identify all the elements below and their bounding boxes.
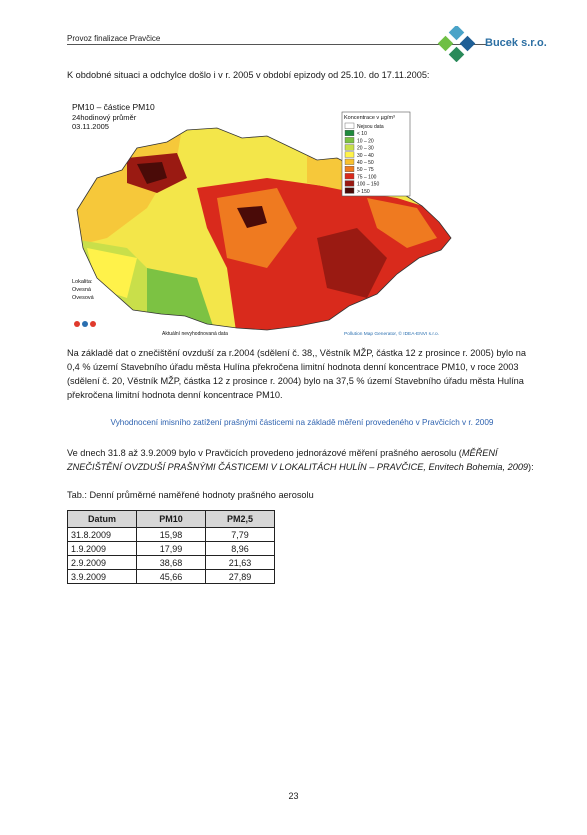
intro-paragraph: K obdobné situaci a odchylce došlo i v r. 2005 v období epizody od 25.10. do 17.11.2005: <box>67 70 430 80</box>
legend-swatch <box>345 188 354 194</box>
section-caption: Vyhodnocení imisního zatížení prašnými částicemi na základě měření provedeného v Pravčicích v r. 2009 <box>110 418 494 427</box>
aerosol-table <box>67 510 275 584</box>
table-row <box>68 528 275 542</box>
table-cell: 2.9.2009 <box>68 556 137 570</box>
lokalita-title: Lokalita: <box>72 279 93 285</box>
header-rule <box>67 44 487 45</box>
legend-swatch <box>345 159 354 165</box>
legend-label: 40 – 50 <box>357 160 374 166</box>
table-header-pm10: PM10 <box>137 511 206 528</box>
legend-swatch <box>345 152 354 158</box>
table-cell: 3.9.2009 <box>68 570 137 584</box>
body-paragraph-2 <box>67 446 537 474</box>
map-legend <box>342 112 410 196</box>
legend-label: < 10 <box>357 131 367 138</box>
legend-label: 30 – 40 <box>357 152 374 159</box>
table-cell: 27,89 <box>206 570 275 584</box>
company-logo-icon <box>437 26 477 62</box>
body2-text: Ve dnech 31.8 až 3.9.2009 bylo v Pravčicích provedeno jednorázové měření prašného aerosolu ( <box>67 448 462 458</box>
lokalita-2: Ovesová <box>72 295 94 301</box>
table-cell: 31.8.2009 <box>68 528 137 542</box>
legend-swatch <box>345 166 354 172</box>
chmu-logo-icon <box>74 321 96 327</box>
table-row <box>68 542 275 556</box>
map-footnote: Aktuální nevyhodnovaná data <box>162 331 228 337</box>
legend-label: 75 – 100 <box>357 174 377 181</box>
table-cell: 38,68 <box>137 556 206 570</box>
legend-title: Koncentrace v µg/m³ <box>344 115 395 121</box>
table-row <box>68 556 275 570</box>
table-cell: 17,99 <box>137 542 206 556</box>
body-paragraph-1: Na základě dat o znečištění ovzduší za r.2004 (sdělení č. 38,, Věstník MŽP, částka 12 z prosince r. 2005) bylo na 0,4 % území Stavebního úřadu města Hulína překročena limitní hodnota denní koncentrace PM10, v roce 2003 (sdělení č. 20, Věstník MŽP, částka 12 z prosince r. 2004) bylo na 37,5 % území Stavebního úřadu města Hulína překročena limitní hodnota denní koncentrace PM10. <box>67 348 526 400</box>
legend-label: 20 – 30 <box>357 145 374 152</box>
company-name: Bucek s.r.o. <box>485 37 547 49</box>
map-credit: Pollution Map Generator, © IDEA-ENVI s.r.o. <box>344 332 439 337</box>
map-title-2: 24hodinový průměr <box>72 113 137 122</box>
legend-label: 100 – 150 <box>357 181 380 188</box>
map-title-1: PM10 – částice PM10 <box>72 102 155 112</box>
legend-swatch <box>345 181 354 187</box>
table-header-datum: Datum <box>68 511 137 528</box>
legend-label: 50 – 75 <box>357 167 374 174</box>
body2-citation: MĚŘENÍ ZNEČIŠTĚNÍ OVZDUŠÍ PRAŠNÝMI ČÁSTICEMI V LOKALITÁCH HULÍN – PRAVČICE, Envitech Bohemia, 2009 <box>67 448 529 472</box>
table-cell: 1.9.2009 <box>68 542 137 556</box>
table-cell: 7,79 <box>206 528 275 542</box>
page-number: 23 <box>288 791 299 801</box>
legend-label: 10 – 20 <box>357 138 374 145</box>
table-header-pm25: PM2,5 <box>206 511 275 528</box>
body2-end: ): <box>528 462 534 472</box>
table-row <box>68 570 275 584</box>
lokalita-1: Ovesná <box>72 287 91 293</box>
legend-swatch <box>345 137 354 143</box>
header-title: Provoz finalizace Pravčice <box>67 34 161 43</box>
table-cell: 15,98 <box>137 528 206 542</box>
legend-swatch <box>345 173 354 179</box>
legend-swatch <box>345 145 354 151</box>
table-cell: 8,96 <box>206 542 275 556</box>
legend-swatch <box>345 123 354 129</box>
pm10-map <box>67 98 461 338</box>
table-cell: 45,66 <box>137 570 206 584</box>
legend-swatch <box>345 130 354 136</box>
table-cell: 21,63 <box>206 556 275 570</box>
map-title-3: 03.11.2005 <box>72 122 109 131</box>
legend-label: Nejsou data <box>357 124 384 130</box>
table-title: Tab.: Denní průměrné naměřené hodnoty prašného aerosolu <box>67 490 314 500</box>
legend-label: > 150 <box>357 188 370 195</box>
